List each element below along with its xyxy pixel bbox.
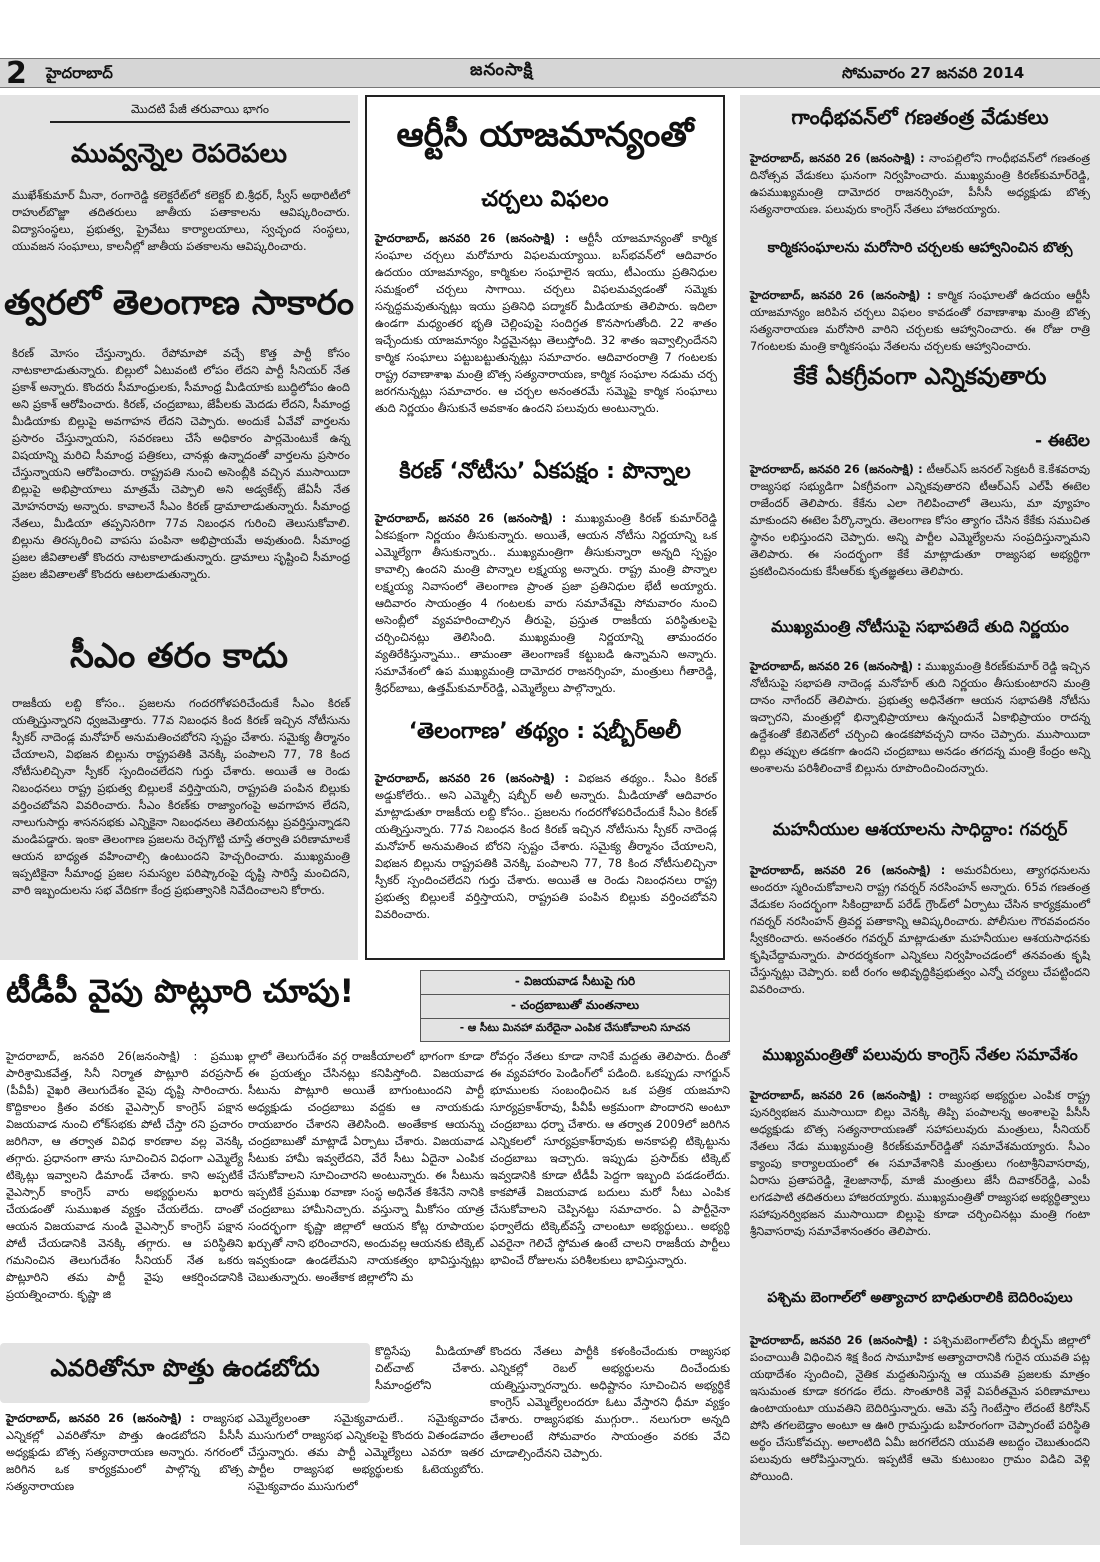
headline-potluri: టీడీపీ వైపు పొట్లూరి చూపు! [6,972,355,1010]
story-text: నాంపల్లిలోని గాంధీభవన్‌లో గణతంత్ర దినోత్సవ వేడుకలు ఘనంగా నిర్వహించారు. ముఖ్యమంత్రి కిరణ్‌కుమార్‌రెడ్డి, ఉపముఖ్యమంత్రి దామోదర రాజనర్సింహ, పీసీసీ అధ్యక్షుడు బొత్స సత్యనారాయణ. పలువురు కాంగ్రెస్‌ నేతలు హాజరయ్యారు. [750,152,1090,216]
headline-gandhi-bhavan: గాంధీభవన్‌లో గణతంత్ర వేడుకలు [791,105,1049,129]
left-column [0,95,358,960]
story-text: ముఖ్యమంత్రి కిరణ్‌కుమార్‌ రెడ్డి ఇచ్చిన నోటీసుపై సభాపతి నాదెండ్ల మనోహర్‌ తుది నిర్ణయం తీసుకుంటారని మంత్రి దానం నాగేందర్‌ తెలిపారు. ప్రభుత్వ అధినేతగా ఆయన సభాపతికి నోటీసు ఇచ్చారని, మంత్రుల్లో భిన్నాభిప్రాయాలు ఉన్నందునే ఏకాభిప్రాయం రాదన్న ఉద్దేశంతో కేబినెట్‌లో చర్చించి ఉండకపోవచ్చని దానం చెప్పారు. ముసాయిదా బిల్లు తప్పుల తడకగా ఉందని చంద్రబాబు అనడం తగదన్న మంత్రి కేంద్రం అన్ని అంశాలను పరిశీలించాకే బిల్లును రూపొందించిందన్నారు. [750,660,1091,775]
dateline: హైదరాబాద్‌, జనవరి 26 (జనంసాక్షి) : [750,660,922,673]
dateline: హైదరాబాద్‌, జనవరి 26 (జనంసాక్షి) : [375,512,567,525]
story-text: ముఖ్యమంత్రి కిరణ్‌ కుమార్‌రెడ్డి ఏకపక్షంగా నిర్ణయం తీసుకున్నారు. అయితే, ఆయన నోటీసు నిర్ణయాన్ని ఒక ఎమ్మెల్యేగా తీసుకున్నారు.. ముఖ్యమంత్రిగా తీసుకున్నారా అన్నది స్పష్టం కావాల్సి ఉందని మంత్రి పొన్నాల లక్ష్మయ్య అన్నారు. రాష్ట్ర మంత్రి పొన్నాల లక్ష్మయ్య నివాసంలో తెలంగాణ ప్రాంత ప్రజా ప్రతినిధుల భేటీ అయ్యారు. ఆదివారం సాయంత్రం 4 గంటలకు వారు సమావేశమై సోమవారం నుంచి అసెంబ్లీలో వ్యవహరించాల్సిన తీరుపై, ప్రస్తుత రాజకీయ పరిస్థితులపై చర్చించినట్లు తెలిసింది. ముఖ్యమంత్రి నిర్ణయాన్ని తామందరం వ్యతిరేకిస్తున్నాము.. తామంతా తెలంగాణకే కట్టుబడి ఉన్నామని అన్నారు. సమావేశంలో ఉప ముఖ్యమంత్రి దామోదర రాజనర్సింహ, మంత్రులు గీతారెడ్డి, శ్రీధర్‌బాబు, ఉత్తమ్‌కుమార్‌రెడ్డి, ఎమ్మెల్యేలు పాల్గొన్నారు. [375,512,717,695]
dateline: హైదరాబాద్‌, జనవరి 26 (జనంసాక్షి) : [750,152,925,165]
potluri-tag-2: - చంద్రబాబుతో మంతనాలు [421,995,729,1019]
story-text: ఆర్టీసీ యాజమాన్యంతో కార్మిక సంఘాల చర్చలు మరోమారు విఫలమయ్యాయి. బస్‌భవన్‌లో ఆదివారం ఉదయం యాజమాన్యం, కార్మికుల సంఘాలైన ఇయు, టీఎంయు ప్రతినిధుల సమక్షంలో చర్చలు సాగాయి. చర్చలు విఫలమవ్వడంతో సమ్మెకు సన్నద్ధమవుతున్నట్లు ఇయు ప్రతినిధి పద్మాకర్‌ మీడియాకు తెలిపారు. ఇదిలా ఉండగా మధ్యంతర భృతి చెల్లింపుపై సందిగ్ధత కొనసాగుతోంది. 22 శాతం ఇచ్చేందుకు యాజమాన్యం సిద్దమైనట్లు తెలుస్తోంది. 32 శాతం ఇవ్వాల్సిందేనని కార్మిక సంఘాలు పట్టుబట్టుతున్నట్లు సమాచారం. ఆదివారంరాత్రి 7 గంటలకు రాష్ట్ర రవాణాశాఖ మంత్రి బొత్స సత్యనారాయణ, కార్మిక సంఘాల నడుమ చర్చ జరగనున్నట్లు సమాచారం. ఆ చర్చల అనంతరమే సమ్మెపై కార్మిక సంఘాలు తుది నిర్ణయం తీసుకునే అవకాశం ఉందని పలువురు అంటున్నారు. [375,232,717,415]
right-column [740,95,1100,1545]
no-alliance-col2a: కొద్దిసేపు మీడియాతో చిట్‌చాట్‌ చేశారు. సీమాంధ్రలోని [375,1345,485,1392]
headline-speaker-decision: ముఖ్యమంత్రి నోటీసుపై సభాపతిదే తుది నిర్ణయం [771,617,1069,636]
story-cm-congress-meet-body [750,1087,1090,1240]
story-rtc-body [375,230,717,417]
dateline: హైదరాబాద్‌, జనవరి 26 (జనంసాక్షి) : [750,463,923,476]
story-botsa-talks-body [750,287,1090,355]
headline-west-bengal: పశ్చిమ బెంగాల్‌లో అత్యాచార బాధితురాలికి బెదిరింపులు [767,1290,1073,1306]
headline-kk-unanimous: కేకే ఏకగ్రీవంగా ఎన్నికవుతారు [793,364,1047,390]
story-text: రాజ్యసభ ఎన్నికల్లో ఎవరితోనూ పొత్తు ఉండబోదని పీసీసీ అధ్యక్షుడు బొత్స సత్యనారాయణ అన్నారు. నగరంలో జరిగిన ఒక కార్యక్రమంలో పాల్గొన్న బొత్స సత్యనారాయణ [6,1412,243,1493]
dateline: హైదరాబాద్‌, జనవరి 26 (జనంసాక్షి) : [750,1089,933,1102]
center-box [365,95,725,960]
story-cm-taram-kadu-body: రాజకీయ లబ్ది కోసం.. ప్రజలను గందరగోళపరిచేందుకే సీఎం కిరణ్‌ యత్నిస్తున్నారని ధ్వజమెత్తారు. 77వ నిబంధన కింద కిరణ్‌ ఇచ్చిన నోటీసును స్పీకర్‌ నాదెండ్ల మనోహర్‌ అనుమతించబోరని స్పష్టం చేశారు. సమైక్య తీర్మానం చేయాలని, విభజన బిల్లును రాష్ట్రపతికి వెనక్కి పంపాలని 77, 78 కింద నోటీసులిచ్చినా స్పీకర్‌ స్పందించలేదని గుర్తు చేశారు. అయితే ఆ రెండు నిబంధనలు రాష్ట్ర ప్రభుత్వ బిల్లులకే వర్తిస్తాయని, రాష్ట్రపతి పంపిన బిల్లుకు వర్తించబోవని వివరించారు. సీఎం కిరణ్‌కు రాజ్యాంగంపై అవగాహన లేదని, నాలుగుసార్లు శాసనసభకు ఎన్నికైనా నిబంధనలు తెలియనట్లు ప్రవర్తిస్తున్నాడని మండిపడ్డారు. ఇంకా తెలంగాణ ప్రజలను రెచ్చగొట్టి చూస్తే తర్వాతి పరిణామాలకే ఆయన బాధ్యత వహించాల్సి ఉంటుందని హెచ్చరించారు. ముఖ్యమంత్రి ఇప్పటికైనా సీమాంధ్ర ప్రజల సమస్యల పరిష్కారంపై దృష్టి సారిస్తే మంచిదని, వారి ఇబ్బందులను సభ వేదికగా కేంద్ర ప్రభుత్వానికి నివేదించాలని కోరారు. [12,697,350,897]
bottom-headline-box [0,1343,370,1403]
issue-date: సోమవారం 27 జనవరి 2014 [842,64,1025,82]
headline-no-alliance: ఎవరితోనూ పొత్తు ఉండబోదు [50,1354,320,1382]
story-text: విభజన తథ్యం.. సీఎం కిరణ్‌ అడ్డుకోలేరు.. అని ఎమ్మెల్సీ షబ్బీర్‌ అలీ అన్నారు. మీడియాతో ఆదివారం మాట్లాడుతూ రాజకీయ లబ్ది కోసం.. ప్రజలను గందరగోళపరిచేందుకే సీఎం కిరణ్‌ యత్నిస్తున్నారు. 77వ నిబంధన కింద కిరణ్‌ ఇచ్చిన నోటీసును స్పీకర్‌ నాదెండ్ల మనోహర్‌ అనుమతించ బోరని స్పష్టం చేశారు. సమైక్య తీర్మానం చేయాలని, విభజన బిల్లును రాష్ట్రపతికి వెనక్కి పంపాలని 77, 78 కింద నోటీసులిచ్చినా స్పీకర్‌ స్పందించలేదని గుర్తు చేశారు. అయితే ఆ రెండు నిబంధనలు రాష్ట్ర ప్రభుత్వ బిల్లులకే వర్తిస్తాయని, రాష్ట్రపతి పంపిన బిల్లుకు వర్తించబోవని వివరించారు. [375,772,717,921]
headline-kiran-notice: కిరణ్‌ ‘నోటీసు’ ఏకపక్షం : పొన్నాల [399,459,691,484]
story-shabbir-ali-body [375,770,717,923]
dateline: హైదరాబాద్‌, జనవరి 26 (జనంసాక్షి) : [6,1412,195,1425]
story-speaker-decision-body [750,658,1090,777]
potluri-tag-1: - విజయవాడ సీటుపై గురి [421,971,729,995]
subhead-rtc: చర్చలు విఫలం [481,187,609,212]
story-text: కార్మిక సంఘాలతో ఉదయం ఆర్టీసీ యాజమాన్యం జరిపిన చర్చలు విఫలం కావడంతో రవాణాశాఖ మంత్రి బొత్స సత్యనారాయణ మరోసారి వారిని చర్చలకు ఆహ్వానించారు. ఈ రోజు రాత్రి 7గంటలకు మంత్రి కార్మికసంఘ నేతలను చర్చలకు ఆహ్వానించారు. [750,289,1090,353]
dateline: హైదరాబాద్‌, జనవరి 26 (జనంసాక్షి) : [750,1334,928,1347]
headline-botsa-talks: కార్మికసంఘాలను మరోసారి చర్చలకు ఆహ్వానించిన బొత్స [767,240,1073,256]
potluri-tags-box [420,970,730,1042]
story-text: రాజ్యసభ అభ్యర్థుల ఎంపిక రాష్ట్ర పునర్విభజన ముసాయిదా బిల్లు వెనక్కి తిప్పి పంపాలన్న అంశాలపై పీసీసీ అధ్యక్షుడు బొత్స సత్యనారాయణతో సహాపలువురు మంత్రులు, సీనియర్‌ నేతలు నేడు ముఖ్యమంత్రి కిరణ్‌కుమార్‌రెడ్డితో సమావేశమయ్యారు. సీఎం క్యాంపు కార్యాలయంలో ఈ సమావేశానికి మంత్రులు గంటాశ్రీనివాసరావు, ఏరాసు ప్రతాపరెడ్డి, శైలజానాథ్‌, మాజీ మంత్రులు జేసీ దివాకర్‌రెడ్డి, ఎంపీ లగడపాటి తదితరులు హాజరయ్యారు. ముఖ్యమంత్రితో రాజ్యసభ అభ్యర్థిత్వాలు సహాపునర్విభజన ముసాయిదా బిల్లుపై కూడా చర్చించినట్లు మంత్రి గంటా శ్రీనివాసరావు సమావేశానంతరం తెలిపారు. [750,1089,1090,1238]
continued-label: మొదటి పేజీ తరువాయి భాగం [50,100,350,123]
edition-city: హైదరాబాద్ [46,64,113,82]
potluri-col1: హైదరాబాద్‌, జనవరి 26(జనంసాక్షి) : ప్రముఖ పారిశ్రామికవేత్త, సినీ నిర్మాత పొట్లూరి వరప్రసాద్‌ (పీవీపీ) వైఖరి తెలుగుదేశం వైపు దృష్టి సారించారు. కొద్దికాలం క్రితం వరకు వైఎస్సార్‌ కాంగ్రెస్‌ పక్షాన విజయవాడ నుంచి లోక్‌సభకు పోటీ చేస్తా రని ప్రచారం జరిగినా, ఆ తర్వాత వివిధ కారణాల వల్ల వెనక్కి తగ్గారు. ప్రధానంగా తాను సూచించిన విధంగా ఎమ్మెల్యే టిక్కెట్లు ఇవ్వాలని డిమాండ్‌ చేశారు. కాని అప్పటికే వైఎస్సార్‌ కాంగ్రెస్‌ వారు అభ్యర్థులను ఖరారు చేయడంతో సుముఖత వ్యక్తం చేయలేదు. దాంతో ఆయన విజయవాడ నుండి వైఎస్సార్‌ కాంగ్రెస్‌ పక్షాన పోటీ చేయడానికి వెనక్కి తగ్గారు. ఆ పరిస్థితిని గమనించిన తెలుగుదేశం సీనియర్‌ నేత ఒకరు పొట్లూరిని తమ పార్టీ వైపు ఆకర్షించడానికి ప్రయత్నించారు. కృష్ణా జి [6,1050,243,1301]
headline-governor: మహనీయుల ఆశయాలను సాధిద్దాం: గవర్నర్‌ [772,820,1068,840]
headline-telangana-sakaram: త్వరలో తెలంగాణ సాకారం [3,283,355,323]
story-west-bengal-body [750,1332,1090,1485]
dateline: హైదరాబాద్‌, జనవరి 26 (జనంసాక్షి) : [750,864,946,877]
no-alliance-col2b: ఎమ్మెల్యేలంతా సమైక్యవాదులే.. సమైక్యవాదం ముసుగులో రాజ్యసభ ఎన్నికలపై కొందరు వితండవాదం చేస్తున్నారు. తమ పార్టీ ఎమ్మెల్యేలు ఎవరూ ఇతర పార్టీల రాజ్యసభ అభ్యర్థులకు ఓటెయ్యబోరు. సమైక్యవాదం ముసుగులో [248,1412,484,1493]
no-alliance-col1 [6,1410,243,1495]
story-muvvannela-body: ముఖేశ్‌కుమార్‌ మీనా, రంగారెడ్డి కలెక్టరేట్‌లో కలెక్టర్‌ బి.శ్రీధర్‌, స్వీస్‌ అథారిటీలో రాహుల్‌బొజ్జా తదితరులు జాతీయ పతాకాలను ఆవిష్కరించారు. విద్యాసంస్థలు, ప్రభుత్వ, ప్రైవేటు కార్యాలయాలు, స్వచ్ఛంద సంస్థలు, యువజన సంఘాలు, కాలనీల్లో జాతీయ పతకాలను ఆవిష్కరించారు. [12,189,350,253]
story-text: పశ్చిమబెంగాల్‌లోని బీర్భమ్‌ జిల్లాలో పంచాయితీ విధించిన శిక్ష కింద సామూహిక అత్యాచారానికి గురైన యువతి పట్ల యథాదేశం స్పందించి, నైతిక మద్దతునిస్తున్న ఆ యువతి ప్రజలకు మాత్రం ఇసుమంత కూడా కరగడం లేదు. సొంతూరికి వెళ్లే విపరీతమైన పరిణామాలు ఉంటాయంటూ యువతిని బెదిరిస్తున్నారు. ఆమె వస్తే గెంటేస్తాం లేదంటే కిరోసిన్‌ పోసి తగలబెడ్తాం అంటూ ఆ ఊరి గ్రామస్తుడు బహిరంగంగా చెప్పారంటే పరిస్థితి అర్థం చేసుకోవచ్చు. అలాంటిది ఏమీ జరగలేదని యువతి అబద్దం చెబుతుందని పలువురు ఆరోపిస్తున్నారు. ఇప్పటికే ఆమె కుటుంబం గ్రామం విడిచి వెళ్లి పోయింది. [750,1334,1090,1483]
story-governor-body [750,862,1090,998]
story-gandhi-bhavan-body [750,150,1090,218]
dateline: హైదరాబాద్‌, జనవరి 26 (జనంసాక్షి) : [375,772,570,785]
potluri-tag-3: - ఆ సీటు మినహా మరేదైనా ఎంపిక చేసుకోవాలని సూచన [459,1022,691,1034]
headline-cm-congress-meet: ముఖ్యమంత్రితో పలువురు కాంగ్రెస్‌ నేతల సమావేశం [762,1045,1078,1064]
headline-shabbir-ali: ‘తెలంగాణ’ తథ్యం : షబ్బీర్‌అలీ [408,719,682,744]
potluri-col3: రోవర్గం నేతలు కూడా నానికే మద్దతు తెలిపారు. దీంతో ఈ వ్యవహారం పెండింగ్‌లో పడింది. ఒకప్పుడు నాగర్జున్‌ భూములకు సంబంధించిన ఒక పత్రిక యజమాని సూర్యప్రకాశ్‌రావు, పీవీపీ అక్రమంగా పొందారని అంటూ చంద్రబాబు ధర్నా చేశారు. ఆ తర్వాత 2009లో జరిగిన ఎన్నికలలో సూర్యప్రకాశ్‌రావుకు అనకాపల్లి టిక్కెట్టును చంద్రబాబు ఇచ్చారు. ఇప్పుడు ప్రసాద్‌కు టిక్కెట్‌ ఇవ్వడానికి కూడా టీడీపీ పెద్దగా ఇబ్బంది పడడంలేదు. కాకపోతే విజయవాడ బదులు మరో సీటు ఎంపిక చేసుకోవాలని చెప్పినట్టు సమాచారం. ఏ పార్టీనైనా ఫర్వాలేదు టిక్కెట్‌వస్తే చాలంటూ అభ్యర్థులు.. అభ్యర్థి ఎవరైనా గెలిచే స్థోమత ఉంటే చాలని రాజకీయ పార్టీలు భావించే రోజులను పరిశీలకులు భావిస్తున్నారు. [490,1050,730,1267]
dateline: హైదరాబాద్‌, జనవరి 26 (జనంసాక్షి) : [750,289,932,302]
headline-cm-taram-kadu: సీఎం తరం కాదు [69,636,289,676]
headline-muvvannela: మువ్వన్నెల రెపరెపలు [70,139,288,169]
dateline: హైదరాబాద్‌, జనవరి 26 (జనంసాక్షి) : [375,232,570,245]
headline-rtc: ఆర్టీసీ యాజమాన్యంతో [396,115,694,155]
story-kk-body [750,461,1090,580]
story-telangana-sakaram-body: కిరణ్‌ మోసం చేస్తున్నారు. రేపోమాపో వచ్చే కొత్త పార్టీ కోసం నాటకాలాడుతున్నారు. బిల్లులో ఏటువంటి లోపం లేదని పార్టీ సీనియర్‌ నేత ప్రకాశ్‌ అన్నారు. కొందరు సీమాంధ్రులకు, సీమాంధ్ర మీడియాకు బుద్ధిలోపం ఉంది అని ప్రకాశ్‌ ఆరోపించారు. కిరణ్‌, చంద్రబాబు, జేపీలకు మెదడు లేదని, సీమాంధ్ర మీడియాకు బిల్లుపై అవగాహన లేదని చెప్పారు. అందుకే ఏవేవో వార్తలను ప్రసారం చేస్తున్నాయని, సవరణలు చేసే అధికారం పార్లమెంటుకే ఉన్న విషయాన్ని మరిచి సీమాంధ్ర పత్రికలు, చానళ్లు ఉన్నాదంతో వార్తలను ప్రసారం చేస్తున్నాయని ఆరోపించారు. రాష్ట్రపతి నుంచి అసెంబ్లీకి వచ్చిన ముసాయిదా బిల్లుపై అభిప్రాయాలు మాత్రమే చెప్పాలి అని అడ్వకేట్స్‌ జేఏసీ నేత మోహనరావు అన్నారు. కావాలనే సీఎం కిరణ్‌ డ్రామాలాడుతున్నారు. సీమాంధ్ర నేతలు, మీడియా తప్పనిసరిగా 77వ నిబంధన గురించి తెలుసుకోవాలి. బిల్లును తిరస్కరించి వాపసు పంపినా అభిప్రాయమే అవుతుంది. సీమాంధ్ర ప్రజల జీవితాలతో కొందరు నాటకాలాడుతున్నారు. డ్రామాలు సృష్టించి సీమాంధ్ర ప్రజల జీవితాలతో కొందరు ఆటలాడుతున్నారు. [12,347,350,581]
page-number: 2 [6,56,27,91]
no-alliance-col3: కొందరు నేతలు పార్టీకి కళంకించేందుకు రాజ్యసభ ఎన్నికల్లో రెబల్‌ అభ్యర్థులను దించేందుకు యత్నిస్తున్నారన్నారు. అధిష్టానం సూచించిన అభ్యర్థికే కాంగ్రెస్‌ ఎమ్మెల్యేలందరూ ఓటు వేస్తారని ధీమా వ్యక్తం చేశారు. రాజ్యసభకు ముగ్గురా.. నలుగురా అన్నది తేలాలంటే సోమవారం సాయంత్రం వరకు వేచి చూడాల్సిందేనని చెప్పారు. [490,1345,730,1460]
newspaper-logo: జనంసాక్షి [470,60,534,80]
potluri-col2: ల్లాలో తెలుగుదేశం వర్గ రాజకీయాలలో భాగంగా కూడా ఈ ప్రయత్నం చేసినట్లు కనిపిస్తోంది. విజయవాడ సీటును పొట్లూరి అయితే బాగుంటుందని పార్టీ అధ్యక్షుడు చంద్రబాబు వద్దకు ఆ నాయకుడు రాయబారం చేశారని తెలిసింది. అంతేకాక ఆయన్ను చంద్రబాబుతో మాట్లాడే ఏర్పాటు చేశారు. విజయవాడ సీటుకు హామీ ఇవ్వలేదని, వేరే సీటు ఏదైనా ఎంపిక చేసుకోవాలని సూచించారని అంటున్నారు. ఈ సీటును ఇప్పటికే ప్రముఖ రవాణా సంస్థ అధినేత కేశినేని నానికి చంద్రబాబు హామీనిచ్చారు. వస్తున్నా మీకోసం యాత్ర సందర్భంగా కృష్ణా జిల్లాలో ఆయన కోట్ల రూపాయల ఖర్చుతో నాని భరించారని, అందువల్ల ఆయనకు టిక్కెట్‌ ఇవ్వకుండా ఉండలేమని నాయకత్వం భావిస్తున్నట్లు చెబుతున్నారు. అంతేకాక జిల్లాలోని మ [248,1050,484,1284]
byline-etela: - ఈటెల [1034,431,1090,451]
story-text: టీఆర్‌ఎస్‌ జనరల్‌ సెక్రటరీ కె.కేశవరావు రాజ్యసభ సభ్యుడిగా ఏకగ్రీవంగా ఎన్నికవుతారని టీఆర్‌ఎస్‌ ఎల్‌పీ ఈటెల రాజేందర్‌ తెలిపారు. కేకేను ఎలా గెలిపించాలో తెలుసు, మా వ్యూహం మాకుందని ఈటెల పేర్కొన్నారు. తెలంగాణ కోసం త్యాగం చేసిన కేకేకు సముచిత స్థానం లభిస్తుందని చెప్పారు. అన్ని పార్టీల ఎమ్మెల్యేలను సంప్రదిస్తున్నామని తెలిపారు. ఈ సందర్భంగా కేకే మాట్లాడుతూ రాజ్యసభ అభ్యర్థిగా ప్రకటించినందుకు కేసీఆర్‌కు కృతజ్ఞతలు తెలిపారు. [750,463,1090,578]
story-text: అమరవీరులు, త్యాగధనులను అందరూ స్మరించుకోవాలని రాష్ట్ర గవర్నర్‌ నరసింహన్‌ అన్నారు. 65వ గణతంత్ర వేడుకల సందర్భంగా సికింద్రాబాద్‌ పరేడ్‌ గ్రౌండ్‌లో ఏర్పాటు చేసిన కార్యక్రమంలో గవర్నర్‌ నరసింహన్‌ త్రివర్ణ పతాకాన్ని ఆవిష్కరించారు. పోలీసుల గౌరవవందనం స్వీకరించారు. అనంతరం గవర్నర్‌ మాట్లాడుతూ మహనీయుల ఆశయసాధనకు కృషిచేద్దామన్నారు. పారదర్శకంగా ఎన్నికలు నిర్వహించడంలో తనవంతు కృషి చేస్తున్నట్లు చెప్పారు. ఐటీ రంగం అభివృద్ధికిప్రభుత్వం ఎన్నో చర్యలు చేపట్టిందని వివరించారు. [750,864,1090,996]
story-kiran-notice-body [375,510,717,697]
